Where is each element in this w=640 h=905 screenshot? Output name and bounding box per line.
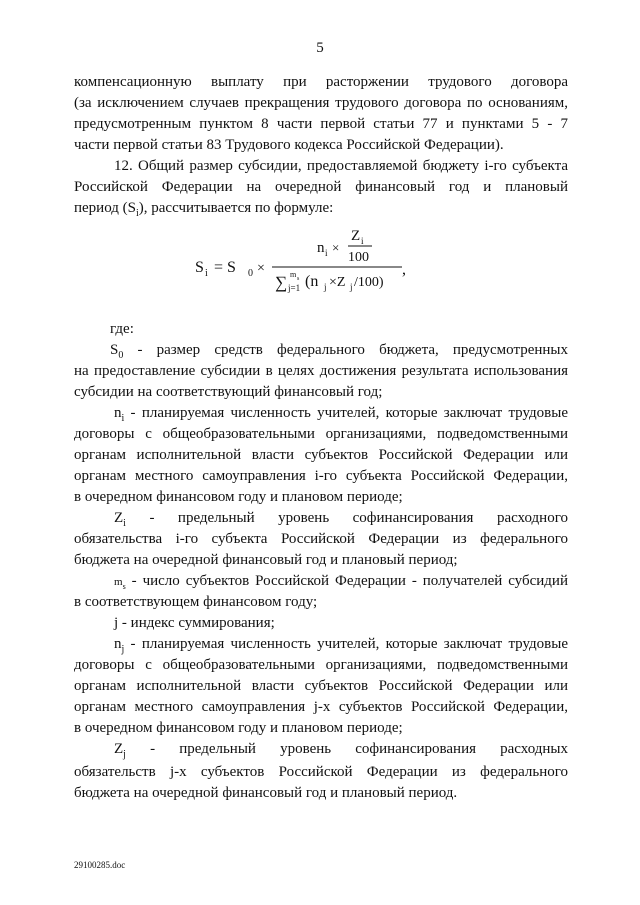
definition-line: j - индекс суммирования;	[114, 615, 275, 631]
subscript: 0	[118, 350, 124, 361]
text-fragment: - предельный уровень софинансирования расходных	[125, 741, 568, 757]
text-line: 12. Общий размер субсидии, предоставляемой бюджету i-го субъекта	[114, 158, 568, 174]
text-fragment: - планируемая численность учителей, которые заключат трудовые	[124, 636, 568, 652]
formula-num-z: Z	[351, 228, 361, 244]
symbol: Z	[114, 510, 124, 526]
text-fragment: - предельный уровень софинансирования расходного	[125, 510, 568, 526]
subsidy-formula	[190, 222, 450, 312]
where-label: где:	[110, 321, 134, 337]
definition-line: в очередном финансовом году и плановом периоде;	[74, 489, 403, 505]
definition-line: органам местного самоуправления i-го субъекта Российской Федерации,	[74, 468, 568, 484]
formula-sum-top-sub: s	[297, 276, 300, 282]
definition-line: органам исполнительной власти субъектов Российской Федерации или	[74, 447, 568, 463]
formula-comma: ,	[402, 261, 406, 278]
subscript: j	[123, 749, 126, 760]
definition-line: обязательства i-го субъекта Российской Федерации из федерального	[74, 531, 568, 547]
subscript: j	[121, 644, 125, 655]
symbol: n	[114, 405, 122, 421]
page-number: 5	[316, 40, 324, 56]
formula-den-x: ×Z	[329, 275, 346, 290]
text-fragment: - планируемая численность учителей, которые заключат трудовые	[124, 405, 568, 421]
text-fragment: - число субъектов Российской Федерации - получателей субсидий	[125, 573, 568, 589]
formula-num-z-sub: i	[361, 236, 364, 246]
text-fragment: ), рассчитывается по формуле:	[138, 200, 334, 216]
text-fragment: - размер средств федерального бюджета, предусмотренных	[123, 342, 568, 358]
symbol: S	[110, 342, 119, 358]
text-line: части первой статьи 83 Трудового кодекса Российской Федерации).	[74, 137, 504, 153]
formula-sum-bottom: j=1	[288, 283, 301, 293]
text-line: предусмотренным пунктом 8 части первой статьи 77 и пунктами 5 - 7	[74, 116, 568, 132]
formula-lhs: S	[195, 259, 204, 276]
formula-den-open: (n	[305, 273, 319, 290]
definition-line: субсидии на соответствующий финансовый год;	[74, 384, 383, 400]
text-line	[74, 198, 568, 224]
text-line: компенсационную выплату при расторжении трудового договора	[74, 74, 568, 90]
formula-den-tail: /100)	[354, 275, 384, 290]
definition-line: органам исполнительной власти субъектов Российской Федерации или	[74, 678, 568, 694]
definition-line: бюджета на очередной финансовый год и плановый период;	[74, 552, 458, 568]
formula-num-n: n	[317, 240, 325, 256]
formula-den-nj-sub: j	[324, 282, 327, 292]
formula-num-n-sub: i	[325, 248, 328, 258]
formula-sum-top: m	[290, 270, 297, 279]
formula-num-100: 100	[348, 250, 369, 265]
formula-den-zj-sub: j	[350, 282, 353, 292]
definition-line: на предоставление субсидии в целях достижения результата использования	[74, 363, 568, 379]
formula-lhs-sub: i	[205, 268, 208, 279]
definition-line: договоры с общеобразовательными организациями, подведомственными	[74, 426, 568, 442]
formula-times: ×	[257, 261, 265, 276]
formula-s0-sub: 0	[248, 268, 253, 279]
definition-line: в очередном финансовом году и плановом периоде;	[74, 720, 403, 736]
formula-num-times: ×	[332, 240, 340, 255]
symbol: n	[114, 636, 122, 652]
formula-eq: = S	[214, 259, 236, 276]
text-fragment: период (S	[74, 200, 136, 216]
footer-filename: 29100285.doc	[74, 860, 126, 870]
definition-line: договоры с общеобразовательными организациями, подведомственными	[74, 657, 568, 673]
text-line: Российской Федерации на очередной финансовый год и плановый	[74, 179, 568, 195]
subscript: s	[122, 582, 126, 591]
definition-line: обязательств j-х субъектов Российской Федерации из федерального	[74, 764, 568, 780]
definition-line: органам местного самоуправления j-х субъектов Российской Федерации,	[74, 699, 568, 715]
definition-line: в соответствующем финансовом году;	[74, 594, 318, 610]
subscript: i	[123, 518, 126, 529]
formula-sum: ∑	[275, 273, 288, 292]
subscript: i	[121, 413, 125, 424]
text-line: (за исключением случаев прекращения трудового договора по основаниям,	[74, 95, 568, 111]
symbol: m	[114, 576, 123, 588]
symbol: Z	[114, 741, 124, 757]
subscript: i	[136, 208, 139, 219]
definition-line: бюджета на очередной финансовый год и плановый период.	[74, 785, 458, 801]
